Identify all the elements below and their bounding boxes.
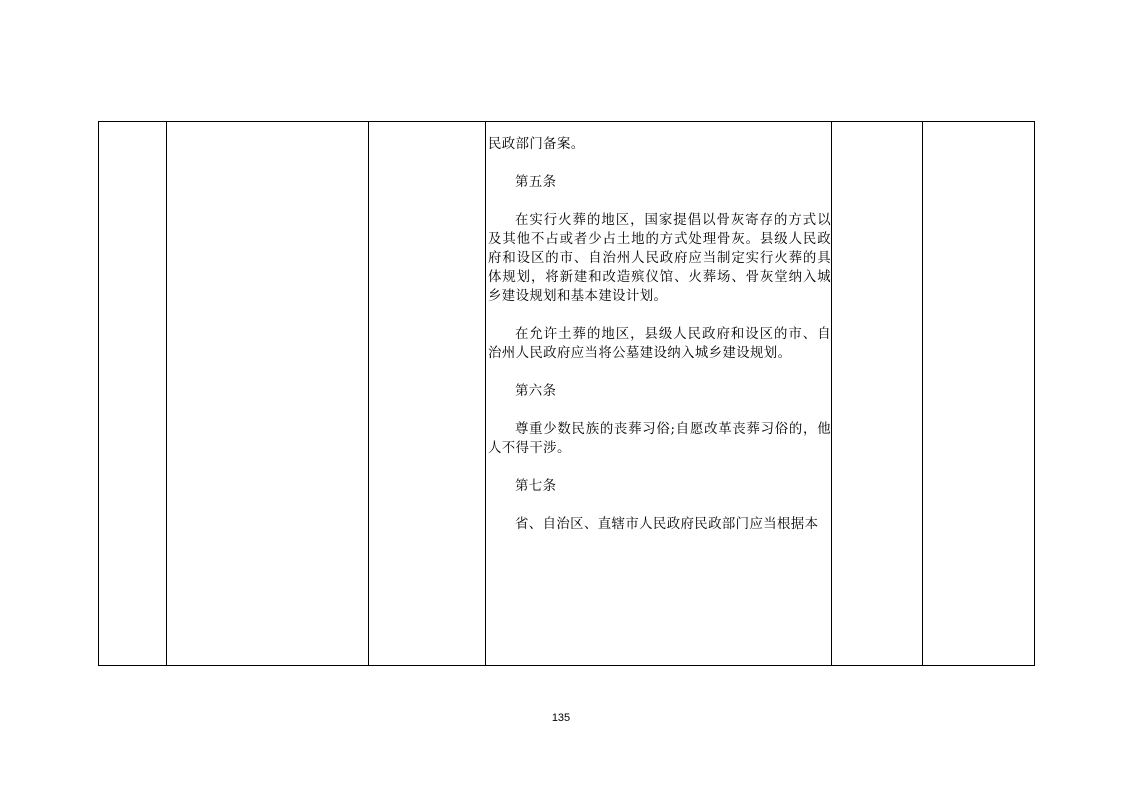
table-row bbox=[99, 122, 1035, 666]
paragraph: 在允许土葬的地区，县级人民政府和设区的市、自治州人民政府应当将公墓建设纳入城乡建设规划。 bbox=[488, 327, 831, 361]
document-table bbox=[98, 121, 1035, 666]
article-heading: 第六条 bbox=[515, 384, 557, 399]
table-cell-2 bbox=[167, 122, 369, 666]
article-heading: 第七条 bbox=[515, 479, 557, 494]
page-number: 135 bbox=[551, 712, 571, 724]
paragraph: 省、自治区、直辖市人民政府民政部门应当根据本 bbox=[515, 517, 819, 532]
regulation-text bbox=[486, 122, 831, 534]
table-cell-content bbox=[486, 122, 832, 666]
paragraph: 在实行火葬的地区，国家提倡以骨灰寄存的方式以及其他不占或者少占土地的方式处理骨灰。县级人民政府和设区的市、自治州人民政府应当制定实行火葬的具体规划，将新建和改造殡仪馆、火葬场、骨灰堂纳入城乡建设规划和基本建设计划。 bbox=[488, 213, 831, 304]
paragraph: 民政部门备案。 bbox=[488, 137, 585, 152]
table-cell-5 bbox=[832, 122, 923, 666]
table-cell-6 bbox=[923, 122, 1035, 666]
table-cell-3 bbox=[369, 122, 486, 666]
paragraph: 尊重少数民族的丧葬习俗;自愿改革丧葬习俗的，他人不得干涉。 bbox=[488, 422, 831, 456]
article-heading: 第五条 bbox=[515, 175, 557, 190]
table-cell-1 bbox=[99, 122, 167, 666]
